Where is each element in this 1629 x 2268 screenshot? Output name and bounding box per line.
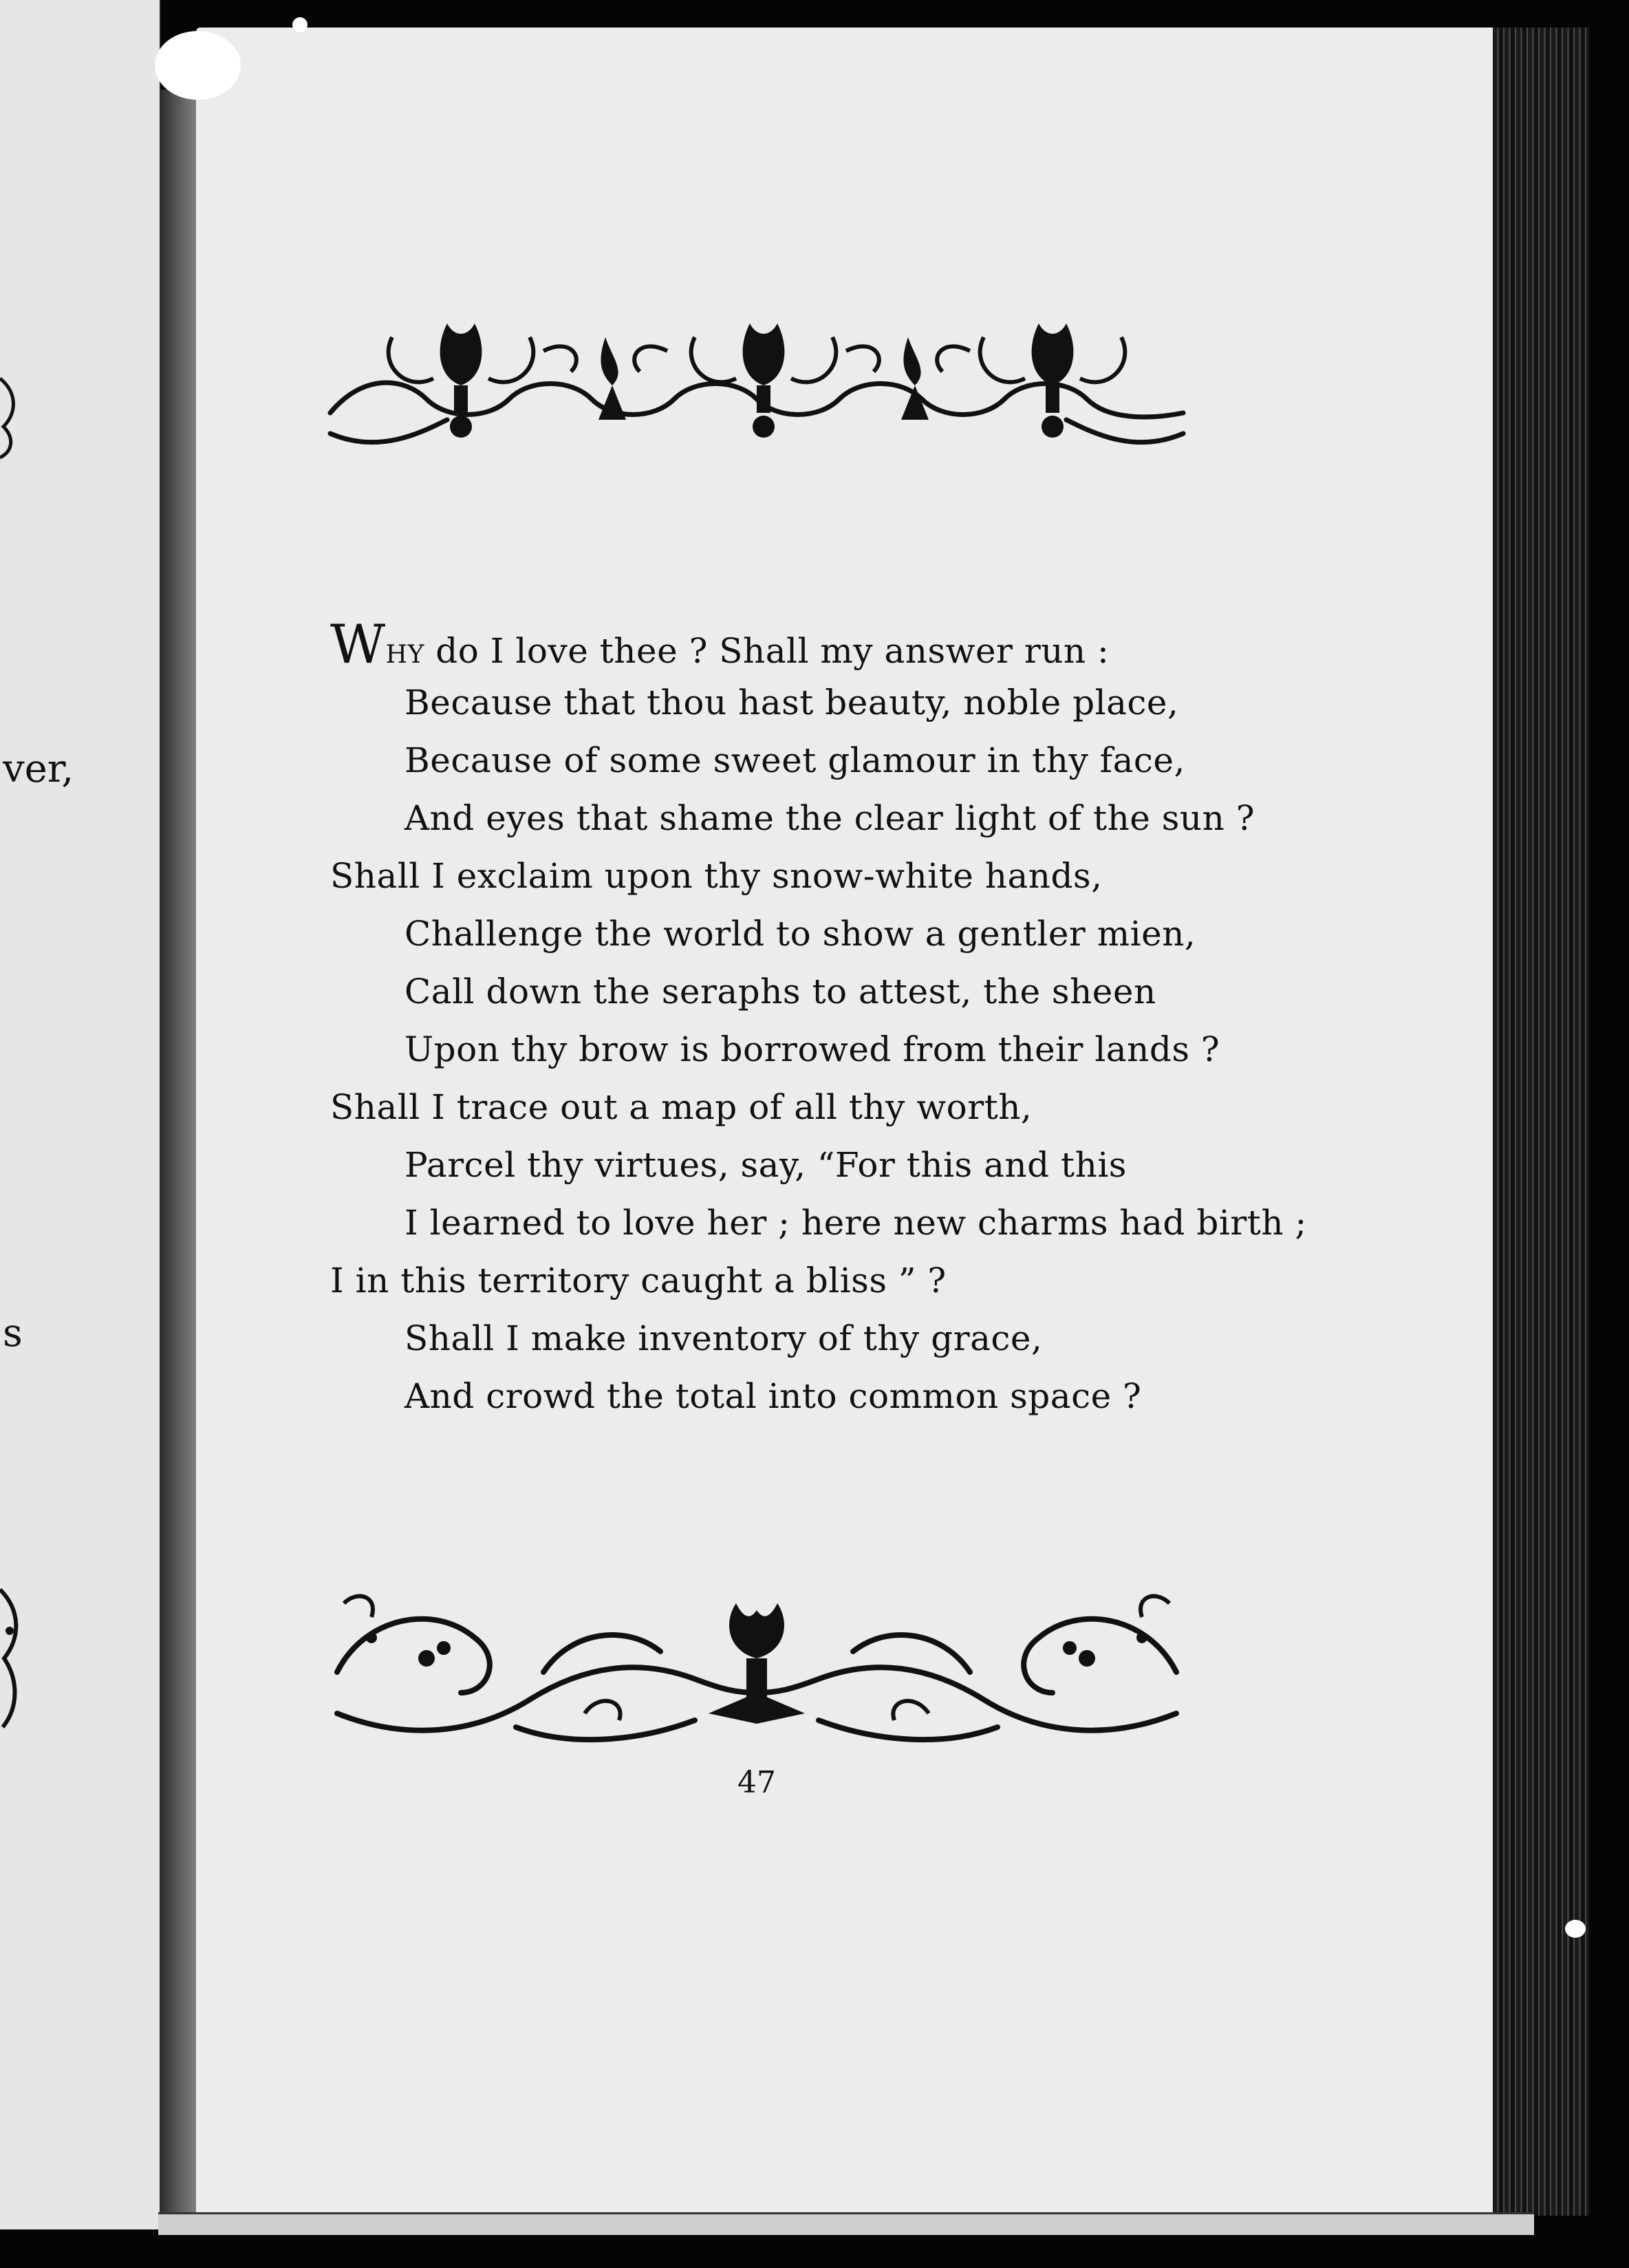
poem-line: And eyes that shame the clear light of the sun ? xyxy=(404,798,1255,838)
poem-text xyxy=(330,616,1307,1425)
poem-line: Shall I trace out a map of all thy worth, xyxy=(330,1087,1033,1127)
poem-line: And crowd the total into common space ? xyxy=(404,1376,1142,1416)
scan-speck xyxy=(155,31,241,100)
poem-line: Because that thou hast beauty, noble place, xyxy=(404,683,1179,723)
poem-line: Parcel thy virtues, say, “For this and this xyxy=(404,1145,1127,1185)
floral-tailpiece-ornament-icon xyxy=(323,1576,1190,1755)
poem-line: Challenge the world to show a gentler mien, xyxy=(404,914,1196,954)
poem-line: Shall I exclaim upon thy snow-white hands, xyxy=(330,856,1103,896)
left-page-fragment: ver, xyxy=(3,747,74,791)
poem-line: Shall I make inventory of thy grace, xyxy=(404,1318,1043,1358)
poem-line: Because of some sweet glamour in thy face, xyxy=(404,740,1185,780)
page-number: 47 xyxy=(737,1765,776,1800)
scan-speck xyxy=(292,17,308,32)
page-bottom-edge xyxy=(158,2212,1534,2235)
poem-line: Call down the seraphs to attest, the sheen xyxy=(404,972,1156,1012)
left-page-ornament-fragment xyxy=(0,1583,23,1741)
left-page-ornament-fragment xyxy=(0,372,21,461)
page-fore-edge xyxy=(1493,28,1589,2216)
drop-cap: W xyxy=(330,614,386,676)
floral-headpiece-ornament-icon xyxy=(323,296,1190,461)
poem-line: Upon thy brow is borrowed from their lands ? xyxy=(404,1029,1220,1069)
poem-line xyxy=(330,616,1307,674)
poem-line-text: do I love thee ? Shall my answer run : xyxy=(424,631,1110,671)
previous-page-edge xyxy=(0,0,161,2229)
book-gutter xyxy=(160,89,201,2229)
poem-line: I learned to love her ; here new charms had birth ; xyxy=(404,1203,1307,1243)
first-word-small-caps: HY xyxy=(385,641,424,669)
poem-line: I in this territory caught a bliss ” ? xyxy=(330,1261,947,1301)
scan-speck xyxy=(1565,1920,1586,1938)
left-page-fragment: s xyxy=(3,1311,23,1356)
